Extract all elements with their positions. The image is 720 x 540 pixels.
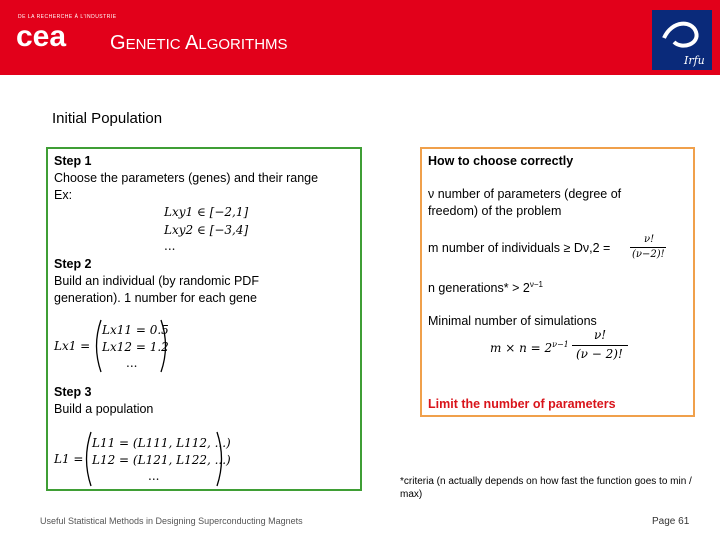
m-frac-bar [630,247,666,248]
n-line: n generations* > $2^{\nu-1}$ [428,280,543,296]
svg-text:Irfu: Irfu [684,54,705,67]
mn-expr: $m \times n = 2^{\nu-1}$ [490,340,569,355]
nu-line1: ν number of parameters (degree of [428,187,622,201]
individual-dots: ... [126,356,138,370]
limit-text: Limit the number of parameters [428,397,616,411]
header-bar [0,0,720,75]
ex-line2: Lxy2 ∈ [−3,4] [164,223,249,237]
m-frac-num: ν! [644,234,655,245]
step3-title: Step 3 [54,385,92,399]
right-paren [160,319,170,373]
population-row1: L11 = (L111, L112, ...) [92,436,231,450]
irfu-logo-icon [652,10,712,70]
ex-label: Ex: [54,188,73,202]
step1-text: Choose the parameters (genes) and their range [54,171,319,185]
m-line: m number of individuals ≥ Dν,2 = [428,241,611,255]
population-label: L1 = [54,452,84,466]
individual-row2: Lx12 = 1.2 [102,340,169,354]
step2-title: Step 2 [54,257,92,271]
footnote: *criteria (n actually depends on how fast the function goes to min / max) [400,476,692,500]
nu-line2: freedom) of the problem [428,204,562,218]
population-dots: ... [148,469,160,483]
left-paren [92,319,102,373]
step3-text: Build a population [54,402,154,416]
step2-line1: Build an individual (by randomic PDF [54,274,259,288]
page-number: Page 61 [652,516,690,527]
step2-line2: generation). 1 number for each gene [54,291,257,305]
ex-line1: Lxy1 ∈ [−2,1] [164,205,249,219]
page-title: GENETIC ALGORITHMS [110,32,288,54]
min-line: Minimal number of simulations [428,314,597,328]
mn-frac-den: (ν − 2)! [576,347,623,361]
svg-text:cea: cea [16,22,67,52]
pop-left-paren [82,431,92,487]
steps-box [46,147,362,491]
irfu-logo [652,10,712,70]
m-frac-den: (ν−2)! [632,249,665,260]
criteria-title: How to choose correctly [428,154,574,168]
ex-dots: ... [164,239,176,253]
mn-frac-bar [572,345,628,346]
pop-right-paren [216,431,226,487]
cea-tagline: DE LA RECHERCHE À L'INDUSTRIE [18,14,117,20]
footer-title: Useful Statistical Methods in Designing Superconducting Magnets [40,516,303,526]
population-row2: L12 = (L121, L122, ...) [92,453,231,467]
individual-label: Lx1 = [54,339,91,353]
step1-title: Step 1 [54,154,92,168]
criteria-box [420,147,695,417]
section-label: Initial Population [52,110,163,127]
cea-logo [16,22,96,52]
mn-frac-num: ν! [594,328,607,342]
individual-row1: Lx11 = 0.5 [102,323,169,337]
